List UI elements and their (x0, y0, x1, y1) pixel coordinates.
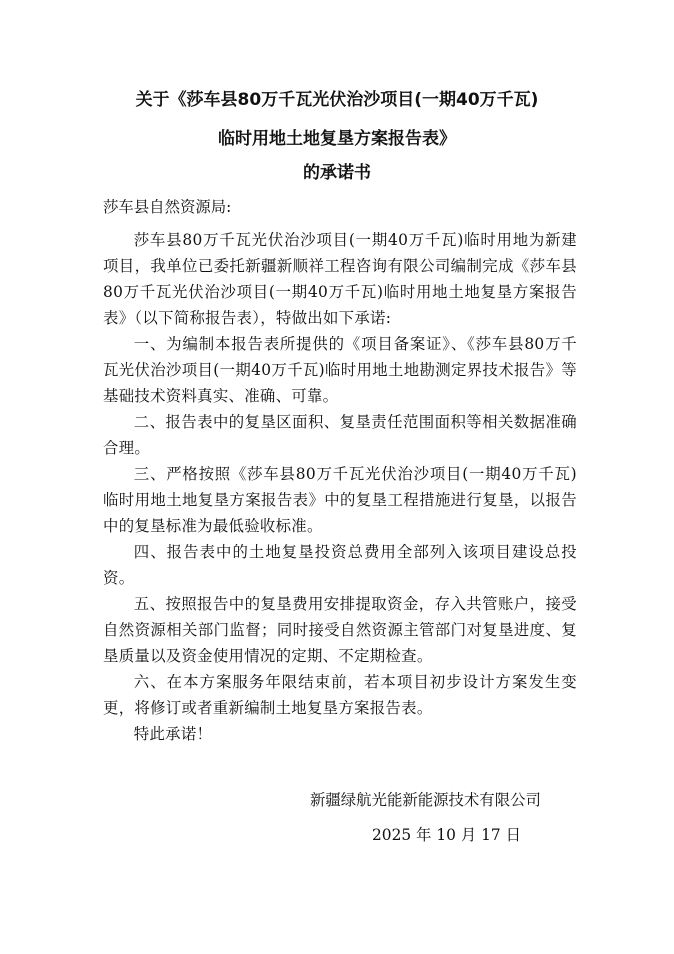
document-title-line-2: 临时用地土地复垦方案报告表》 (218, 129, 456, 149)
paragraph-commitment-6: 六、在本方案服务年限结束前，若本项目初步设计方案发生变更，将修订或者重新编制土地复垦方案报告表。 (103, 673, 577, 717)
salutation: 莎车县自然资源局: (103, 198, 232, 216)
company-signature: 新疆绿航光能新能源技术有限公司 (310, 791, 541, 809)
paragraph-commitment-4: 四、报告表中的土地复垦投资总费用全部列入该项目建设总投资。 (103, 543, 577, 587)
paragraph-closing: 特此承诺！ (133, 725, 213, 743)
document-body (103, 227, 577, 747)
document-date: 2025 年 10 月 17 日 (372, 826, 521, 844)
document-title-line-1: 关于《莎车县80万千瓦光伏治沙项目(一期40万千瓦) (135, 90, 539, 110)
paragraph-commitment-3: 三、严格按照《莎车县80万千瓦光伏治沙项目(一期40万千瓦)临时用地土地复垦方案报告表》中的复垦工程措施进行复垦，以报告中的复垦标准为最低验收标准。 (103, 465, 577, 535)
document-title-line-3: 的承诺书 (303, 163, 371, 183)
paragraph-commitment-2: 二、报告表中的复垦区面积、复垦责任范围面积等相关数据准确合理。 (103, 413, 577, 457)
paragraph-commitment-5: 五、按照报告中的复垦费用安排提取资金，存入共管账户，接受自然资源相关部门监督；同时接受自然资源主管部门对复垦进度、复垦质量以及资金使用情况的定期、不定期检查。 (103, 595, 577, 665)
paragraph-intro: 莎车县80万千瓦光伏治沙项目(一期40万千瓦)临时用地为新建项目，我单位已委托新疆新顺祥工程咨询有限公司编制完成《莎车县80万千瓦光伏治沙项目(一期40万千瓦)临时用地土地复垦方案报告表》（以下简称报告表），特做出如下承诺: (103, 231, 577, 327)
paragraph-commitment-1: 一、为编制本报告表所提供的《项目备案证》、《莎车县80万千瓦光伏治沙项目(一期40万千瓦)临时用地土地勘测定界技术报告》等基础技术资料真实、准确、可靠。 (103, 335, 577, 405)
